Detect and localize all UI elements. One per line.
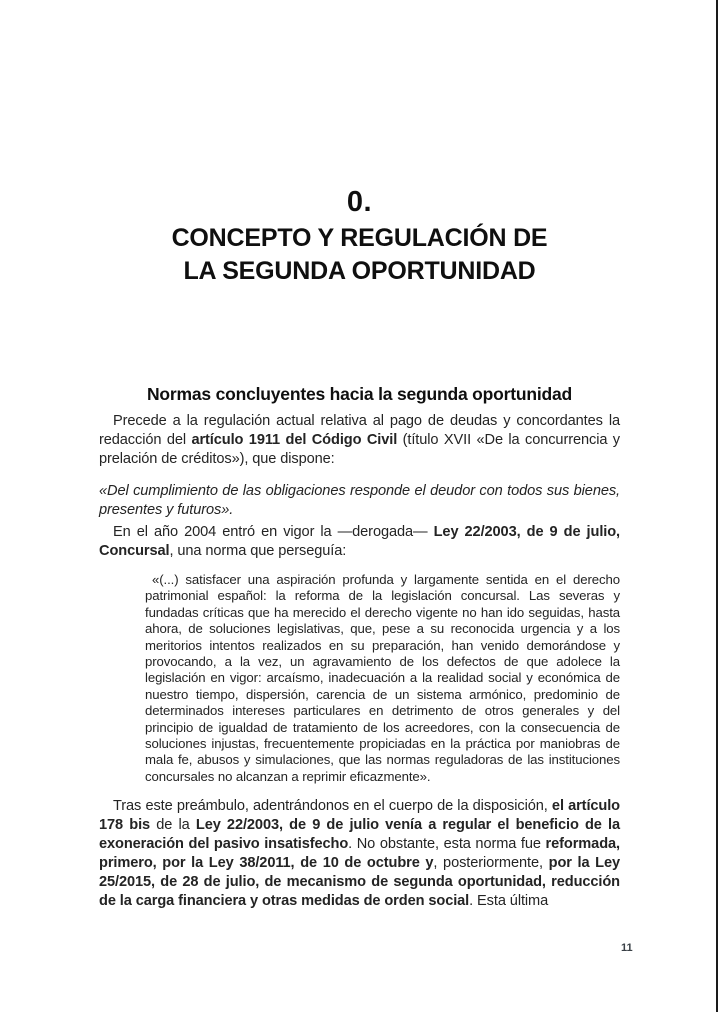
chapter-title-line-2: LA SEGUNDA OPORTUNIDAD — [183, 257, 536, 285]
page-number: 11 — [621, 942, 633, 954]
paragraph-articulo-178-bis: Tras este preámbulo, adentrándonos en el cuerpo de la disposición, el artículo 178 bis de la Ley 22/2003, de 9 de julio venía a regular el beneficio de la exoneración del pasivo insatisfecho. No obstante, esta norma fue reformada, primero, por la Ley 38/2011, de 10 de octubre y, posteriormente, por la Ley 25/2015, de 28 de julio, de mecanismo de segunda oportunidad, reducción de la carga financiera y otras medidas de orden social. Esta última — [99, 798, 621, 910]
section-heading: Normas concluyentes hacia la segunda oportunidad — [146, 384, 573, 404]
inline-quote-codigo-civil: «Del cumplimiento de las obligaciones responde el deudor con todos sus bienes, presentes y futuros». — [99, 483, 620, 518]
page-content — [99, 186, 620, 911]
blockquote-exposicion-motivos: «(...) satisfacer una aspiración profunda y largamente sentida en el derecho patrimonial español: la reforma de la legislación concursal. Las severas y fundadas críticas que ha merecido el derecho vigente no han ido seguidas, hasta ahora, de soluciones legislativas, que, pese a su reconocida urgencia y a los meritorios intentos realizados en su preparación, han venido demorándose y provocando, a la vez, un agravamiento de los defectos de que adolece la legislación en vigor: arcaísmo, inadecuación a la realidad social y económica de nuestro tiempo, dispersión, carencia de un sistema armónico, predominio de determinados intereses particulares en detrimento de otros generales y del principio de igualdad de tratamiento de los acreedores, con la consecuencia de soluciones injustas, frecuentemente propiciadas en la práctica por maniobras de mala fe, abusos y simulaciones, que las normas reguladoras de las instituciones concursales no alcanzan a reprimir eficazmente». — [145, 572, 620, 784]
paragraph-intro-codigo-civil: Precede a la regulación actual relativa al pago de deudas y concordantes la redacción del artículo 1911 del Código Civil (título XVII «De la concurrencia y prelación de créditos»), que dispone: — [99, 413, 620, 467]
chapter-title — [99, 222, 620, 288]
chapter-number: 0. — [346, 186, 373, 218]
chapter-title-line-1: CONCEPTO Y REGULACIÓN DE — [171, 224, 548, 252]
paragraph-ley-concursal: En el año 2004 entró en vigor la —derogada— Ley 22/2003, de 9 de julio, Concursal, una norma que perseguía: — [99, 524, 620, 559]
